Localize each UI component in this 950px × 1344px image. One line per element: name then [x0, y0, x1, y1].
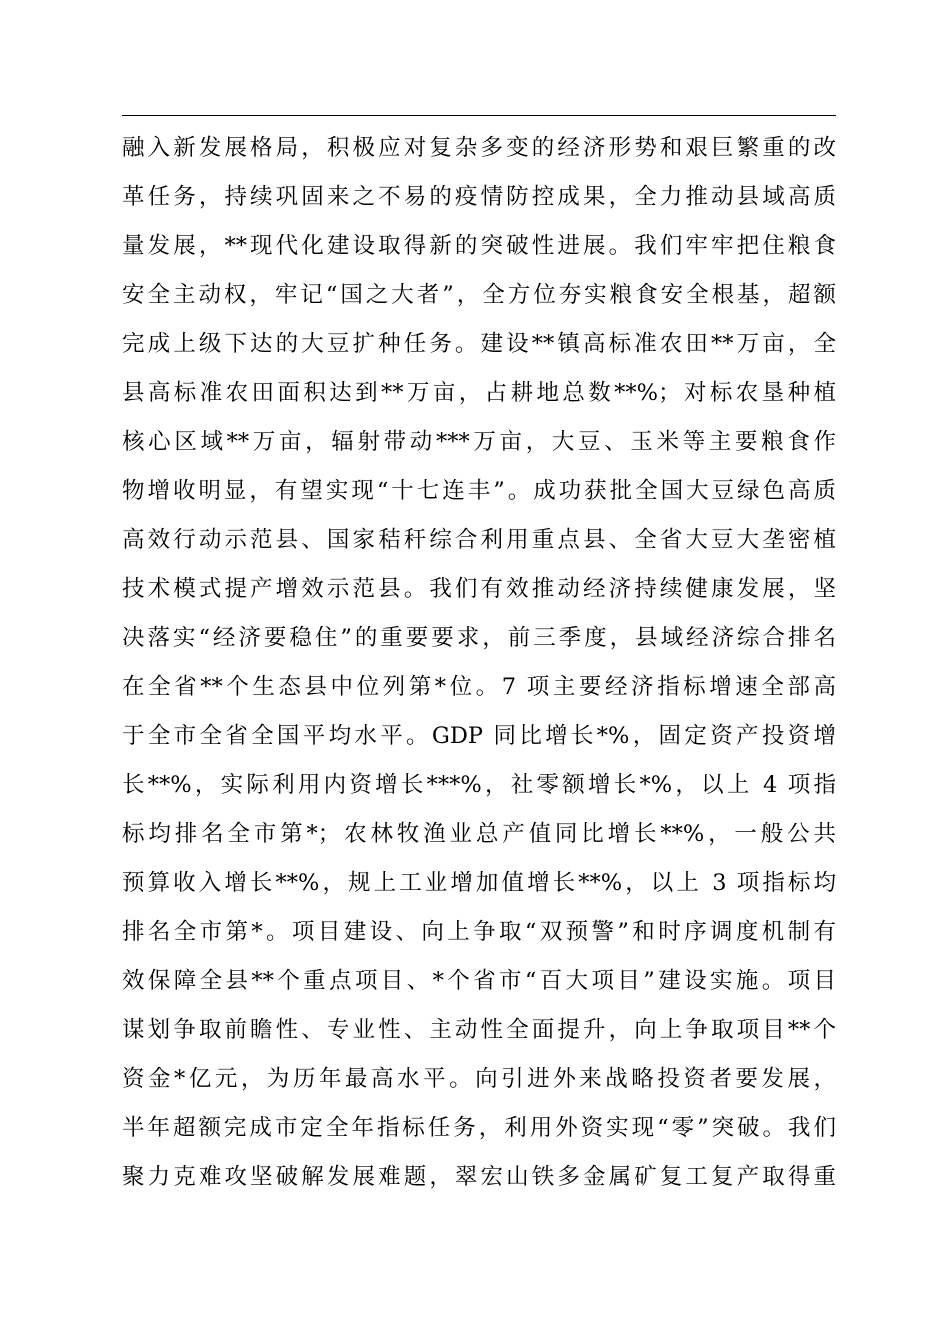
text-line-7: 核心区域**万亩，辐射带动***万亩，大豆、玉米等主要粮食作 [122, 429, 836, 455]
text-line-14: 长**%，实际利用内资增长***%，社零额增长*%，以上 4 项指 [122, 772, 836, 798]
text-line-2: 革任务，持续巩固来之不易的疫情防控成果，全力推动县域高质 [122, 184, 836, 210]
text-line-12: 在全省**个生态县中位列第*位。7 项主要经济指标增速全部高 [122, 674, 836, 700]
text-line-6: 县高标准农田面积达到**万亩，占耕地总数**%；对标农垦种植 [122, 380, 836, 406]
text-line-3: 量发展，**现代化建设取得新的突破性进展。我们牢牢把住粮食 [122, 233, 836, 259]
text-line-13: 于全市全省全国平均水平。GDP 同比增长*%，固定资产投资增 [122, 723, 836, 749]
text-line-15: 标均排名全市第*；农林牧渔业总产值同比增长**%，一般公共 [122, 821, 836, 847]
text-line-1: 融入新发展格局，积极应对复杂多变的经济形势和艰巨繁重的改 [122, 135, 836, 161]
text-line-8: 物增收明显，有望实现“十七连丰”。成功获批全国大豆绿色高质 [122, 478, 836, 504]
text-line-5: 完成上级下达的大豆扩种任务。建设**镇高标准农田**万亩，全 [122, 331, 836, 357]
text-line-4: 安全主动权，牢记“国之大者”，全方位夯实粮食安全根基，超额 [122, 282, 836, 308]
text-line-19: 谋划争取前瞻性、专业性、主动性全面提升，向上争取项目**个 [122, 1017, 836, 1043]
text-line-18: 效保障全县**个重点项目、*个省市“百大项目”建设实施。项目 [122, 968, 836, 994]
text-line-17: 排名全市第*。项目建设、向上争取“双预警”和时序调度机制有 [122, 919, 836, 945]
text-line-20: 资金*亿元，为历年最高水平。向引进外来战略投资者要发展， [122, 1066, 836, 1092]
text-line-11: 决落实“经济要稳住”的重要要求，前三季度，县域经济综合排名 [122, 625, 836, 651]
body-text [122, 124, 836, 1202]
header-rule [122, 115, 836, 116]
text-line-22: 聚力克难攻坚破解发展难题，翠宏山铁多金属矿复工复产取得重 [122, 1164, 836, 1190]
text-line-9: 高效行动示范县、国家秸秆综合利用重点县、全省大豆大垄密植 [122, 527, 836, 553]
text-line-16: 预算收入增长**%，规上工业增加值增长**%，以上 3 项指标均 [122, 870, 836, 896]
text-line-10: 技术模式提产增效示范县。我们有效推动经济持续健康发展，坚 [122, 576, 836, 602]
text-line-21: 半年超额完成市定全年指标任务，利用外资实现“零”突破。我们 [122, 1115, 836, 1141]
